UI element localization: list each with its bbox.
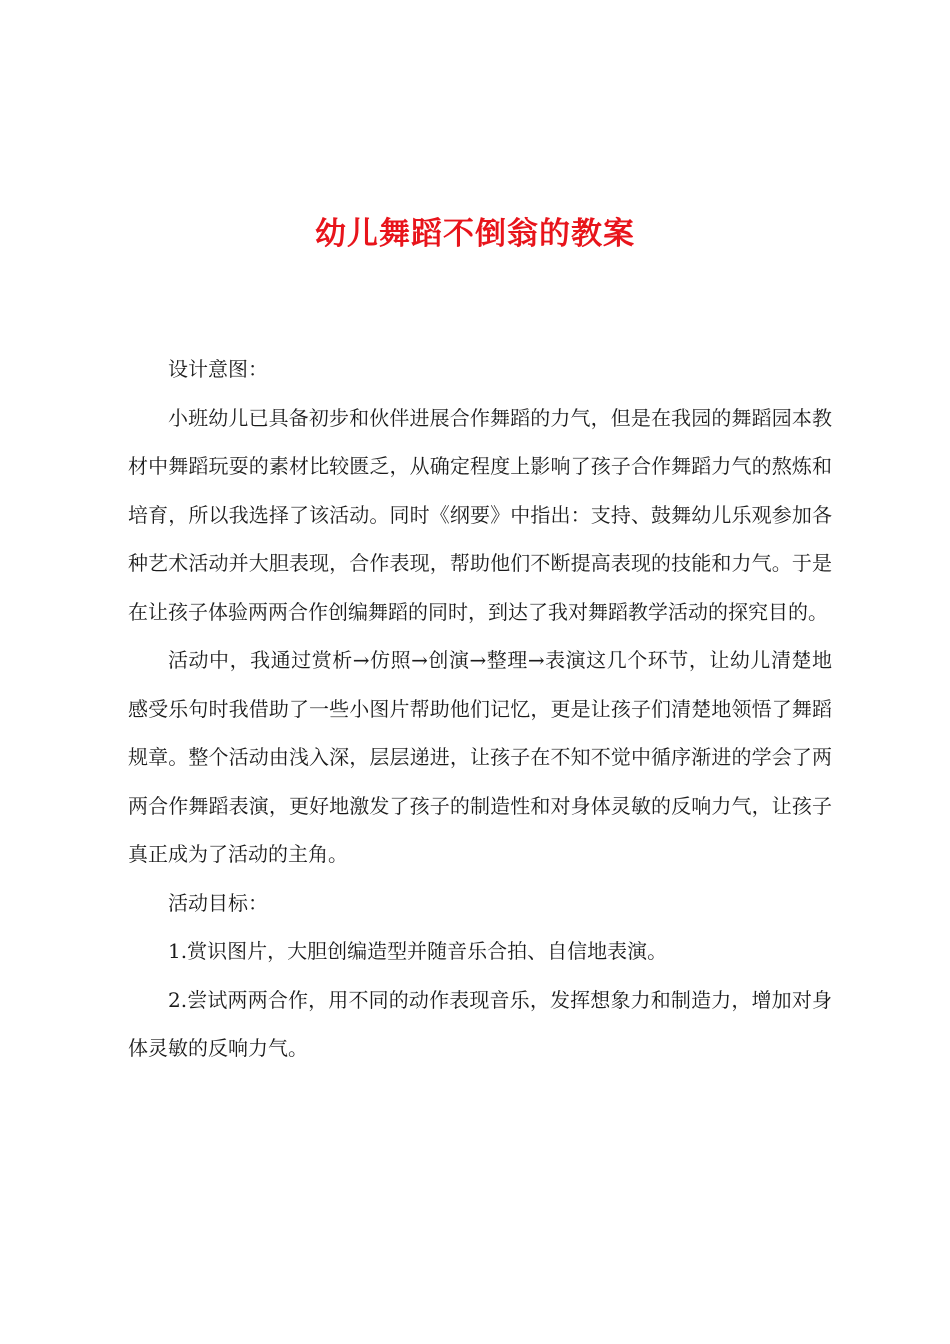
goal-item-1: 1.赏识图片，大胆创编造型并随音乐合拍、自信地表演。 <box>168 939 668 963</box>
document-title: 幼儿舞蹈不倒翁的教案 <box>315 216 635 252</box>
section-heading-goals: 活动目标： <box>168 890 268 915</box>
goal-item-2: 2.尝试两两合作，用不同的动作表现音乐，发挥想象力和制造力，增加对身体灵敏的反响力气。 <box>128 987 832 1060</box>
section-heading-design-intent: 设计意图： <box>168 357 268 381</box>
paragraph-design-intent: 小班幼儿已具备初步和伙伴进展合作舞蹈的力气，但是在我园的舞蹈园本教材中舞蹈玩耍的素材比较匮乏，从确定程度上影响了孩子合作舞蹈力气的熬炼和培育，所以我选择了该活动。同时《纲要》中指出：支持、鼓舞幼儿乐观参加各种艺术活动并大胆表现，合作表现，帮助他们不断提高表现的技能和力气。于是在让孩子体验两两合作创编舞蹈的同时，到达了我对舞蹈教学活动的探究目的。 <box>128 405 832 624</box>
paragraph-activity-process: 活动中，我通过赏析→仿照→创演→整理→表演这几个环节，让幼儿清楚地感受乐句时我借助了一些小图片帮助他们记忆，更是让孩子们清楚地领悟了舞蹈规章。整个活动由浅入深，层层递进，让孩子在不知不觉中循序渐进的学会了两两合作舞蹈表演，更好地激发了孩子的制造性和对身体灵敏的反响力气，让孩子真正成为了活动的主角。 <box>128 648 832 866</box>
document-body <box>128 345 832 1073</box>
